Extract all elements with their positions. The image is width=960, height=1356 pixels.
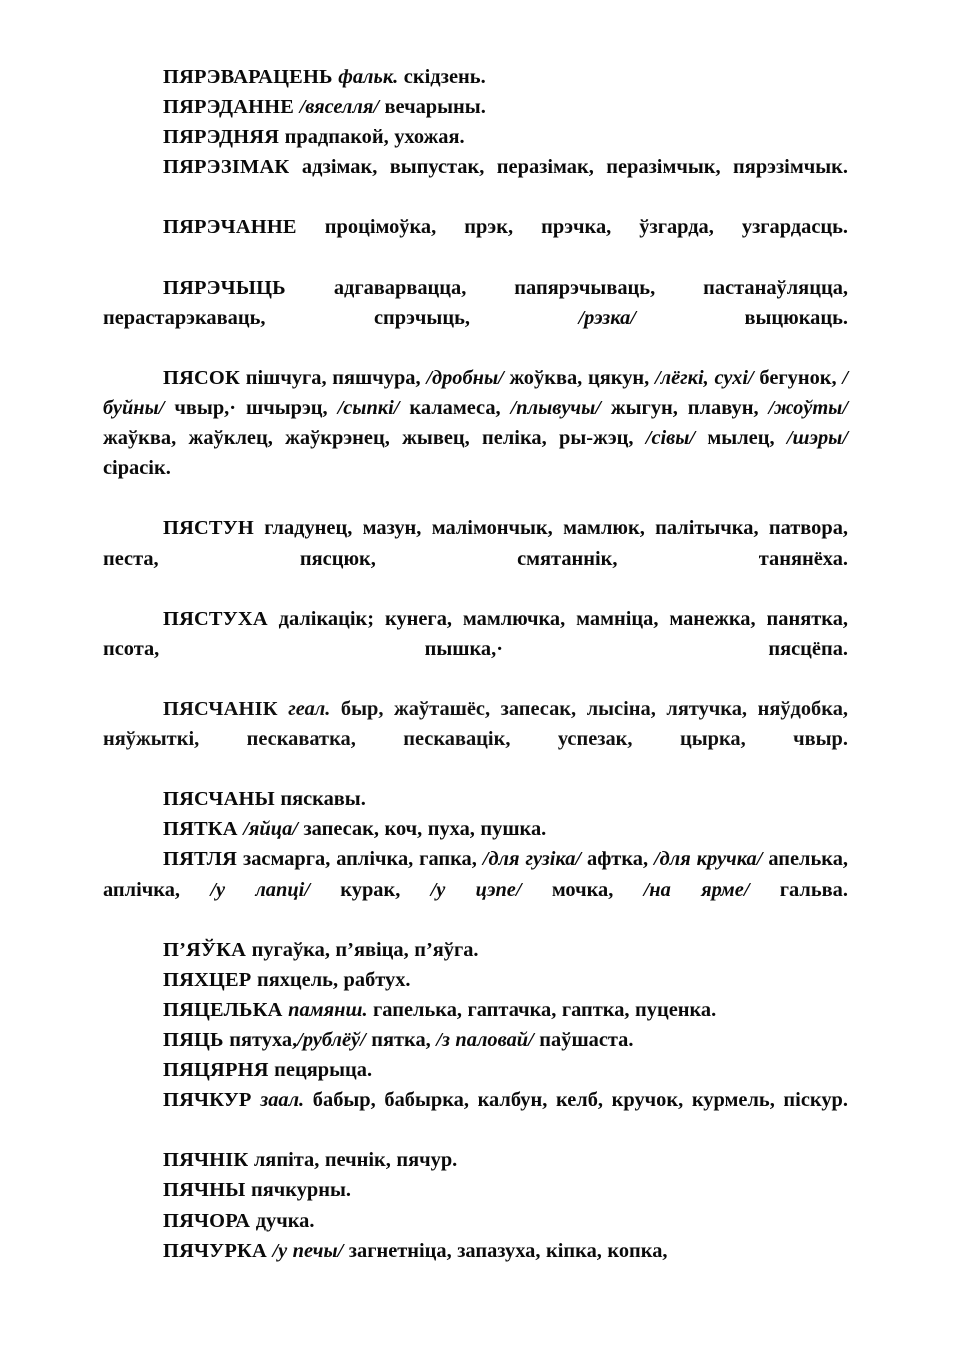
sense-gloss: /у печы/ (272, 1239, 344, 1262)
dictionary-entry-pyarazimak (103, 152, 848, 212)
headword: ПЯСЧАНЫ (163, 788, 275, 811)
headword: ПЯСТУН (163, 517, 254, 540)
synonym-list: скідзень. (398, 66, 486, 88)
headword: ПЯЧУРКА (163, 1239, 267, 1262)
dictionary-entry-pyarachanne (103, 212, 848, 272)
dictionary-entry-pyastukha (103, 604, 848, 694)
synonym-list: жыгун, плавун, (600, 397, 769, 420)
sense-gloss: /рублёў/ (297, 1029, 366, 1051)
sense-gloss: /сівы/ (645, 427, 696, 450)
sense-gloss: /вяселля/ (299, 96, 380, 119)
synonym-list: жоўква, цякун, (503, 366, 655, 389)
synonym-list: апелька, аплічка, (103, 848, 848, 901)
sense-gloss: /для гузіка/ (482, 848, 582, 871)
headword: ПЯЦЕЛЬКА (163, 998, 283, 1021)
synonym-list: каламеса, (399, 397, 511, 420)
usage-abbreviation: фальк. (338, 66, 399, 88)
headword: ПЯРЭДАННЕ (163, 96, 295, 119)
synonym-list: курак, (310, 878, 431, 901)
entry-spacer (252, 1089, 261, 1111)
synonym-list: пугаўка, п’явіца, п’яўга. (246, 938, 479, 961)
synonym-list: запесак, коч, пуха, пушка. (297, 818, 547, 841)
headword: ПЯРЭЧАННЕ (163, 216, 297, 239)
text-column (103, 62, 848, 1266)
synonym-list: пятуха, (223, 1029, 298, 1051)
sense-gloss: /на ярме/ (643, 878, 750, 901)
dictionary-entry-pyachurka (103, 1236, 848, 1266)
dictionary-entry-pyaravaracen (103, 62, 848, 92)
synonym-list: гальва. (749, 878, 848, 901)
sense-gloss: /у цэпе/ (430, 878, 522, 901)
sense-gloss: /шэры/ (786, 427, 848, 450)
sense-gloss: /сыпкі/ (337, 397, 400, 420)
headword: ПЯЦЯРНЯ (163, 1059, 269, 1082)
sense-gloss: /буйны/ (103, 366, 849, 420)
dictionary-entry-pyasok (103, 363, 848, 513)
sense-gloss: /яйца/ (243, 818, 298, 841)
synonym-list: пячкурны. (245, 1179, 352, 1202)
sense-gloss: /з паловай/ (436, 1029, 534, 1051)
headword: ПЯРЭЗІМАК (163, 156, 290, 179)
synonym-list: пяскавы. (274, 788, 366, 811)
usage-abbreviation: геал. (288, 697, 331, 720)
dictionary-entry-pyaradnyaya (103, 122, 848, 152)
dictionary-entry-pyaschanik (103, 694, 848, 784)
headword: П’ЯЎКА (163, 938, 247, 961)
headword: ПЯЧНІК (163, 1149, 249, 1172)
synonym-list: пішчуга, пяшчура, (239, 366, 427, 389)
headword: ПЯСЧАНІК (163, 697, 278, 720)
synonym-list: адзімак, выпустак, перазімак, перазімчык, пярэзімчык. (289, 156, 848, 179)
headword: ПЯРЭДНЯЯ (163, 126, 280, 149)
synonym-list: чвыр,· шчырэц, (164, 397, 338, 420)
headword: ПЯСТУХА (163, 607, 268, 630)
sense-gloss: /рэзка/ (578, 306, 636, 329)
dictionary-entry-pyakhcer (103, 965, 848, 995)
dictionary-entry-pyatka (103, 814, 848, 844)
synonym-list: пяхцель, рабтух. (251, 968, 411, 991)
synonym-list-post: выцюкаць. (635, 306, 848, 329)
synonym-list: мочка, (521, 878, 644, 901)
synonym-list: засмарга, аплічка, гапка, (237, 848, 483, 871)
sense-gloss: /у лапці/ (210, 878, 310, 901)
synonym-list: вечарыны. (379, 96, 486, 119)
sense-gloss: /плывучы/ (510, 397, 601, 420)
synonym-list: быр, жаўташёс, запесак, лысіна, лятучка, няўдобка, няўжыткі, пескаватка, пескавацік, успезак, цырка, чвыр. (103, 697, 848, 751)
usage-abbreviation: заал. (260, 1089, 305, 1112)
synonym-list: дучка. (250, 1209, 315, 1232)
segment-container (224, 1029, 634, 1051)
synonym-list: паўшаста. (533, 1029, 634, 1051)
headword: ПЯЦЬ (163, 1029, 224, 1051)
dictionary-entry-pyastun (103, 513, 848, 603)
headword: ПЯСОК (163, 366, 240, 389)
headword: ПЯЧОРА (163, 1209, 251, 1232)
synonym-list-pre: адгаварвацца, папярэчываць, пастанаўляцца, перастарэкаваць, спрэчыць, (103, 276, 848, 329)
headword: ПЯРЭЧЫЦЬ (163, 276, 286, 299)
synonym-list: далікацік; кунега, мамлючка, мамніца, манежка, панятка, псота, пышка,· пясцёпа. (103, 607, 848, 660)
synonym-list: сірасік. (103, 457, 171, 480)
headword: ПЯЧНЫ (163, 1179, 246, 1202)
dictionary-entry-pyachora (103, 1206, 848, 1236)
dictionary-entry-pyacyarnya (103, 1055, 848, 1085)
dictionary-entry-pyachkur (103, 1085, 848, 1145)
synonym-list: прадпакой, ухожая. (279, 126, 465, 149)
sense-gloss: /для кручка/ (654, 848, 763, 871)
synonym-list: загнетніца, запазуха, кіпка, копка, (343, 1239, 668, 1262)
synonym-list: ляпіта, печнік, пячур. (248, 1149, 458, 1172)
synonym-list: бабыр, бабырка, калбун, келб, кручок, курмель, піскур. (304, 1089, 848, 1112)
synonym-list: пятка, (365, 1029, 437, 1051)
headword: ПЯЧКУР (163, 1089, 252, 1112)
dictionary-entry-pyachnik (103, 1145, 848, 1175)
dictionary-entry-pyaradanne (103, 92, 848, 122)
sense-gloss: /дробны/ (426, 366, 504, 389)
dictionary-entry-pyac (103, 1025, 848, 1055)
headword: ПЯХЦЕР (163, 968, 252, 991)
sense-gloss: /жоўты/ (768, 397, 848, 420)
synonym-list: афтка, (581, 848, 654, 871)
dictionary-entry-pyachny (103, 1175, 848, 1205)
headword: ПЯТКА (163, 818, 238, 841)
dictionary-entry-pyaschany (103, 784, 848, 814)
synonym-list: бегунок, (753, 366, 843, 389)
dictionary-entry-pyatlya (103, 844, 848, 934)
synonym-list: пецярыца. (268, 1059, 373, 1082)
usage-abbreviation: памянш. (288, 998, 368, 1021)
synonym-list: мылец, (695, 427, 787, 450)
dictionary-entry-pyacelka (103, 995, 848, 1025)
entry-spacer (278, 698, 289, 720)
dictionary-entry-pyarachyc (103, 273, 848, 363)
synonym-list: жаўква, жаўклец, жаўкрэнец, жывец, пеліка, ры-жэц, (103, 427, 646, 450)
synonym-list: гапелька, гаптачка, гаптка, пуценка. (367, 998, 717, 1021)
synonym-list: процімоўка, прэк, прэчка, ўзгарда, узгардасць. (296, 216, 848, 239)
sense-gloss: /лёгкі, сухі/ (654, 366, 754, 389)
synonym-list: гладунец, мазун, малімончык, мамлюк, палітычка, патвора, песта, пясцюк, смятаннік, танянёха. (103, 517, 848, 570)
dictionary-entry-payauka (103, 935, 848, 965)
headword: ПЯТЛЯ (163, 848, 238, 871)
headword: ПЯРЭВАРАЦЕНЬ (163, 66, 333, 88)
